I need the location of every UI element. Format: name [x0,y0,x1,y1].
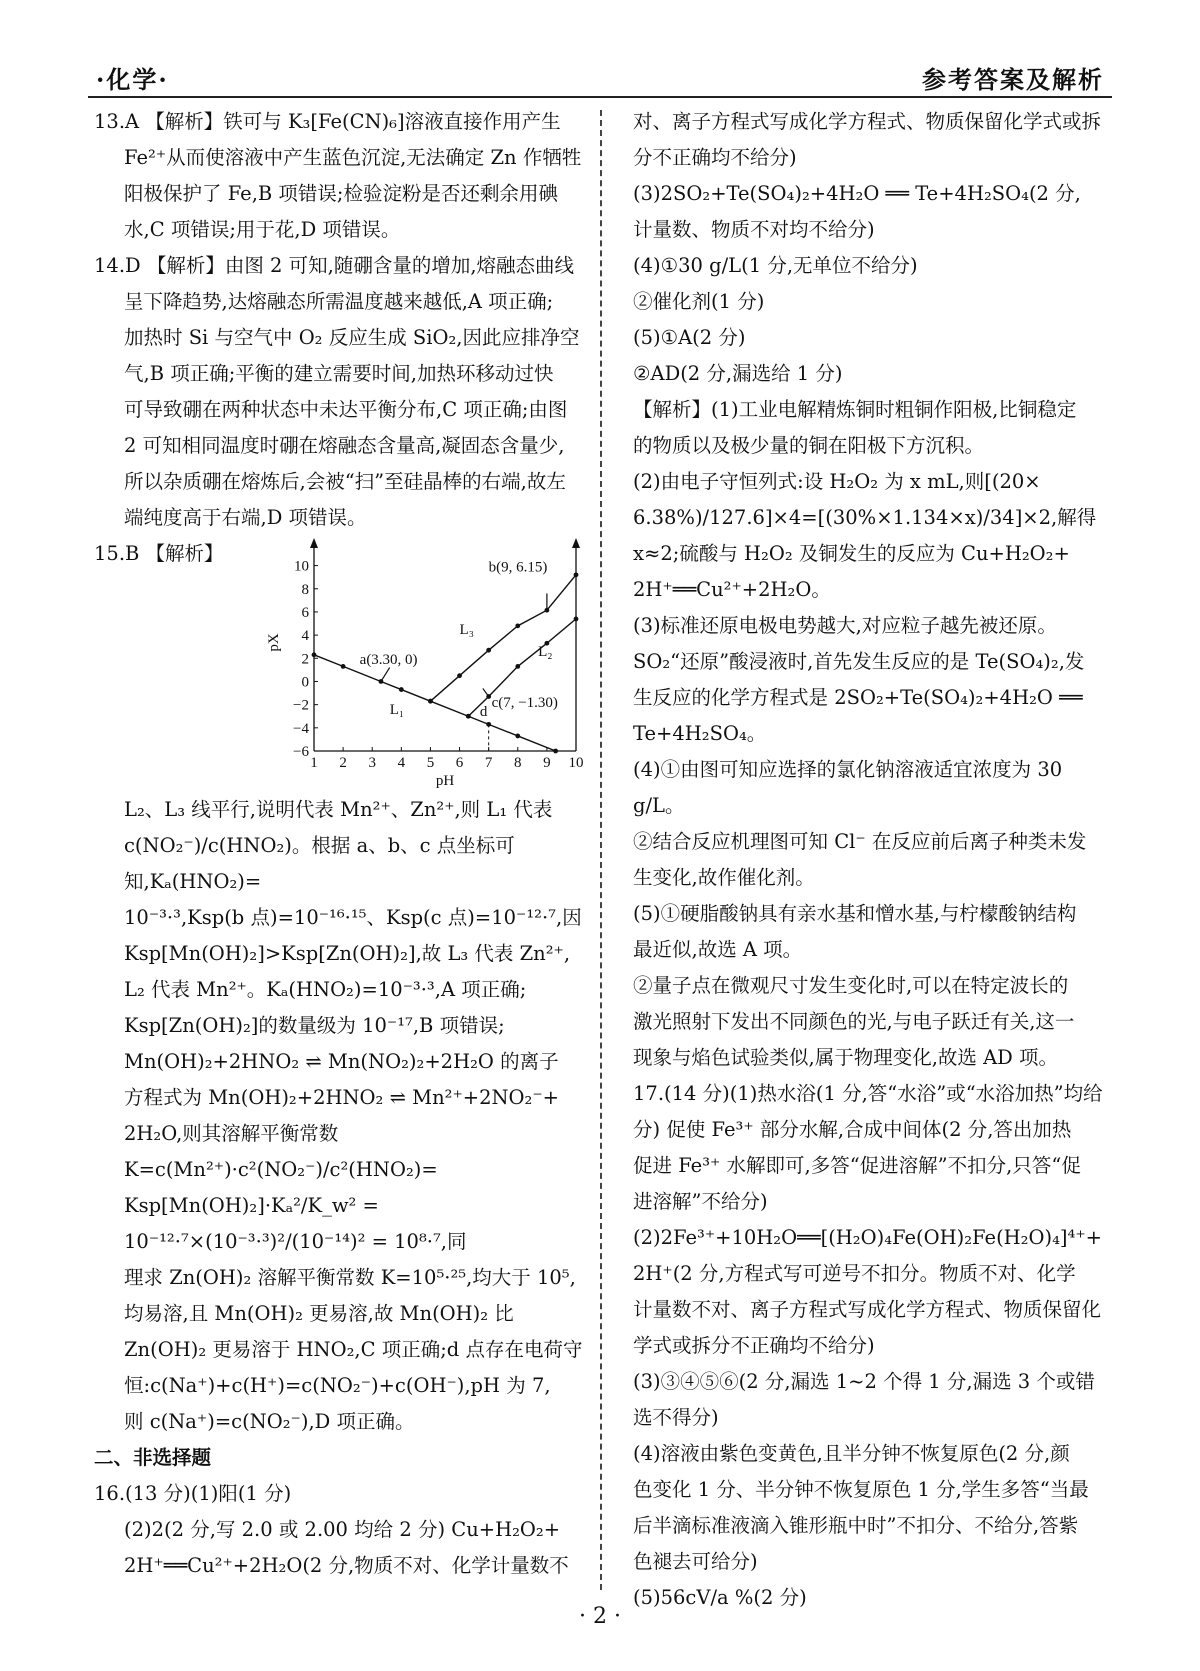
left-line: 水,C 项错误;用于花,D 项错误。 [124,218,401,241]
x-tick-label: 8 [514,755,522,771]
right-line: 色褪去可给分) [633,1550,758,1573]
chart-annotation: a(3.30, 0) [359,652,418,669]
left2-line: Ksp[Zn(OH)₂]的数量级为 10⁻¹⁷,B 项错误; [124,1014,505,1037]
left-line: 所以杂质硼在熔炼后,会被“扫”至硅晶棒的右端,故左 [124,470,566,493]
right-line: 后半滴标准液滴入锥形瓶中时”不扣分、不给分,答紫 [633,1514,1079,1537]
chart-annotation: d [479,704,488,721]
right-line: 计量数、物质不对均不给分) [633,218,875,241]
left-line: 14.D 【解析】由图 2 可知,随硼含量的增加,熔融态曲线 [94,254,575,277]
y-tick-label: 6 [301,604,309,621]
right-line: Te+4H₂SO₄。 [633,722,767,745]
right-line: 学式或拆分不正确均不给分) [633,1334,875,1357]
column-divider [600,110,602,1590]
left2-line: 2H₂O,则其溶解平衡常数K=c(Mn²⁺)·c²(NO₂⁻)/c²(HNO₂)= [124,1122,438,1181]
y-axis-arrow [310,538,318,548]
left2-line: 均易溶,且 Mn(OH)₂ 更易溶,故 Mn(OH)₂ 比 [124,1302,514,1325]
right-line: (3)③④⑤⑥(2 分,漏选 1~2 个得 1 分,漏选 3 个或错 [633,1370,1095,1393]
x-tick-label: 10 [568,755,584,771]
data-point [515,664,520,669]
right-line: (4)溶液由紫色变黄色,且半分钟不恢复原色(2 分,颜 [633,1442,1070,1465]
page-number: · 2 · [579,1604,621,1629]
right-line: 生反应的化学方程式是 2SO₂+Te(SO₄)₂+4H₂O ══ [633,686,1083,709]
right-line: 2H⁺(2 分,方程式写可逆号不扣分。物质不对、化学 [633,1262,1076,1285]
left-line: 阳极保护了 Fe,B 项错误;检验淀粉是否还剩余用碘 [124,182,558,205]
left2-line: Ksp[Mn(OH)₂]·Kₐ²/K_w² = 10⁻¹²·⁷×(10⁻³·³)²/(10⁻¹⁴)² = 10⁸·⁷,同 [124,1194,467,1253]
q15-figure [94,536,592,792]
right-line: 激光照射下发出不同颜色的光,与电子跃迁有关,这一 [633,1010,1075,1033]
section-title: 参考答案及解析 [922,65,1104,94]
data-point [428,699,433,704]
left-line: 2 可知相同温度时硼在熔融态含量高,凝固态含量少, [124,434,565,457]
right-line: 色变化 1 分、半分钟不恢复原色 1 分,学生多答“当最 [633,1478,1089,1501]
data-point [515,623,520,628]
x-tick-label: 6 [455,755,464,771]
x-tick-label: 9 [543,755,551,771]
right-line: (2)2Fe³⁺+10H₂O══[(H₂O)₄Fe(OH)₂Fe(H₂O)₄]⁴⁺+ [633,1226,1102,1249]
subject-title: ·化学· [96,65,169,94]
right-line: 最近似,故选 A 项。 [633,938,803,961]
right-line: 17.(14 分)(1)热水浴(1 分,答“水浴”或“水浴加热”均给 [633,1082,1103,1105]
x-tick-label: 3 [368,755,376,771]
right-line: 分) 促使 Fe³⁺ 部分水解,合成中间体(2 分,答出加热 [633,1118,1072,1141]
chart-annotation: c(7, −1.30) [491,694,558,711]
y-axis-label: pX [266,633,282,652]
left-line: 气,B 项正确;平衡的建立需要时间,加热环移动过快 [124,362,554,385]
left2-line: (2)2(2 分,写 2.0 或 2.00 均给 2 分) Cu+H₂O₂+ [124,1518,561,1541]
c-pointer [483,688,489,696]
data-point [515,734,520,739]
y-tick-label: −6 [293,744,309,760]
right-line: (5)①硬脂酸钠具有亲水基和憎水基,与柠檬酸钠结构 [633,902,1077,925]
right-line: (5)①A(2 分) [633,326,746,349]
x-tick-label: 1 [310,755,318,771]
right-column [633,104,1111,1616]
x-axis-label: pH [435,773,455,789]
left2-line: 16.(13 分)(1)阳(1 分) [94,1482,292,1505]
right-line: (3)标准还原电极电势越大,对应粒子越先被还原。 [633,614,1057,637]
y-tick-label: 10 [294,558,309,575]
q15-label: 15.B 【解析】 [94,542,224,565]
right-line: x≈2;硫酸与 H₂O₂ 及铜发生的反应为 Cu+H₂O₂+ [633,542,1070,565]
data-point [466,714,471,719]
left2-line: L₂、L₃ 线平行,说明代表 Mn²⁺、Zn²⁺,则 L₁ 代表 [124,798,553,821]
left2-line: 恒:c(Na⁺)+c(H⁺)=c(NO₂⁻)+c(OH⁻),pH 为 7, [124,1374,551,1397]
x-tick-label: 5 [426,755,435,771]
left2-line: 则 c(Na⁺)=c(NO₂⁻),D 项正确。 [124,1410,415,1433]
data-point [486,648,491,653]
right-line: 分不正确均不给分) [633,146,797,169]
a-pointer [381,668,390,682]
x-tick-label: 7 [484,755,493,771]
left2-line: 二、非选择题 [94,1446,212,1469]
chart-annotation: L₁ [389,701,405,718]
right-line: (2)由电子守恒列式:设 H₂O₂ 为 x mL,则[(20× [633,470,1041,493]
chart-annotation: L₂ [538,643,553,660]
y-tick-label: −2 [293,697,309,714]
x-tick-label: 2 [339,755,347,771]
right-line: 进溶解”不给分) [633,1190,768,1213]
left2-line: L₂ 代表 Mn²⁺。Kₐ(HNO₂)=10⁻³·³,A 项正确; [124,978,527,1001]
right-line: (4)①30 g/L(1 分,无单位不给分) [633,254,918,277]
left2-line: 理求 Zn(OH)₂ 溶解平衡常数 K=10⁵·²⁵,均大于 10⁵, [124,1266,576,1289]
right-line: (5)56cV/a %(2 分) [633,1586,807,1609]
data-point [574,572,579,577]
y-tick-label: 0 [301,674,309,691]
right-line: 对、离子方程式写成化学方程式、物质保留化学式或拆 [633,110,1102,133]
left2-line: Mn(OH)₂+2HNO₂ ⇌ Mn(NO₂)₂+2H₂O 的离子 [124,1050,559,1073]
right-line: ②催化剂(1 分) [633,290,765,313]
chart-annotation: b(9, 6.15) [488,559,548,576]
y-tick-label: 2 [301,651,309,668]
data-point [553,749,558,754]
ph-px-chart [256,536,586,792]
chart-annotation: L₃ [459,621,474,638]
right-line: 6.38%)/127.6]×4=[(30%×1.134×x)/34]×2,解得 [633,506,1097,529]
right-axis-arrow [572,538,580,548]
y-tick-label: −4 [293,720,309,737]
right-line: (3)2SO₂+Te(SO₄)₂+4H₂O ══ Te+4H₂SO₄(2 分, [633,182,1081,205]
left2-line: 方程式为 Mn(OH)₂+2HNO₂ ⇌ Mn²⁺+2NO₂⁻+ [124,1086,559,1109]
left2-line: 2H⁺══Cu²⁺+2H₂O(2 分,物质不对、化学计量数不 [124,1554,569,1577]
page-header [88,52,1112,98]
data-point [457,673,462,678]
right-line: ②AD(2 分,漏选给 1 分) [633,362,843,385]
left2-line: 10⁻³·³,Ksp(b 点)=10⁻¹⁶·¹⁵、Ksp(c 点)=10⁻¹²·⁷,因 [124,906,582,929]
right-line: 促进 Fe³⁺ 水解即可,多答“促进溶解”不扣分,只答“促 [633,1154,1081,1177]
right-line: 选不得分) [633,1406,719,1429]
right-line: SO₂“还原”酸浸液时,首先发生反应的是 Te(SO₄)₂,发 [633,650,1085,673]
left2-line: Ksp[Mn(OH)₂]>Ksp[Zn(OH)₂],故 L₃ 代表 Zn²⁺, [124,942,571,965]
data-point [312,652,317,657]
right-line: 现象与焰色试验类似,属于物理变化,故选 AD 项。 [633,1046,1059,1069]
right-line: (4)①由图可知应选择的氯化钠溶液适宜浓度为 30 g/L。 [633,758,1063,817]
left-column [94,104,592,1584]
left2-line: Zn(OH)₂ 更易溶于 HNO₂,C 项正确;d 点存在电荷守 [124,1338,583,1361]
data-point [399,687,404,692]
data-point [341,664,346,669]
right-line: 计量数不对、离子方程式写成化学方程式、物质保留化 [633,1298,1102,1321]
right-line: 【解析】(1)工业电解精炼铜时粗铜作阳极,比铜稳定 [633,398,1077,421]
data-point [574,616,579,621]
y-tick-label: 4 [301,628,309,645]
left-line: Fe²⁺从而使溶液中产生蓝色沉淀,无法确定 Zn 作牺牲 [124,146,582,169]
right-line: 2H⁺══Cu²⁺+2H₂O。 [633,578,831,601]
x-tick-label: 4 [397,755,406,771]
left-line: 呈下降趋势,达熔融态所需温度越来越低,A 项正确; [124,290,554,313]
right-line: ②结合反应机理图可知 Cl⁻ 在反应前后离子种类未发 [633,830,1087,853]
right-line: 的物质以及极少量的铜在阳极下方沉积。 [633,434,985,457]
left2-line: c(NO₂⁻)/c(HNO₂)。根据 a、b、c 点坐标可知,Kₐ(HNO₂)= [124,834,515,893]
right-line: ②量子点在微观尺寸发生变化时,可以在特定波长的 [633,974,1069,997]
left-line: 13.A 【解析】铁可与 K₃[Fe(CN)₆]溶液直接作用产生 [94,110,561,133]
left-line: 端纯度高于右端,D 项错误。 [124,506,367,529]
right-line: 生变化,故作催化剂。 [633,866,815,889]
left-line: 加热时 Si 与空气中 O₂ 反应生成 SiO₂,因此应排净空 [124,326,580,349]
y-tick-label: 8 [301,581,309,598]
left-line: 可导致硼在两种状态中未达平衡分布,C 项正确;由图 [124,398,568,421]
